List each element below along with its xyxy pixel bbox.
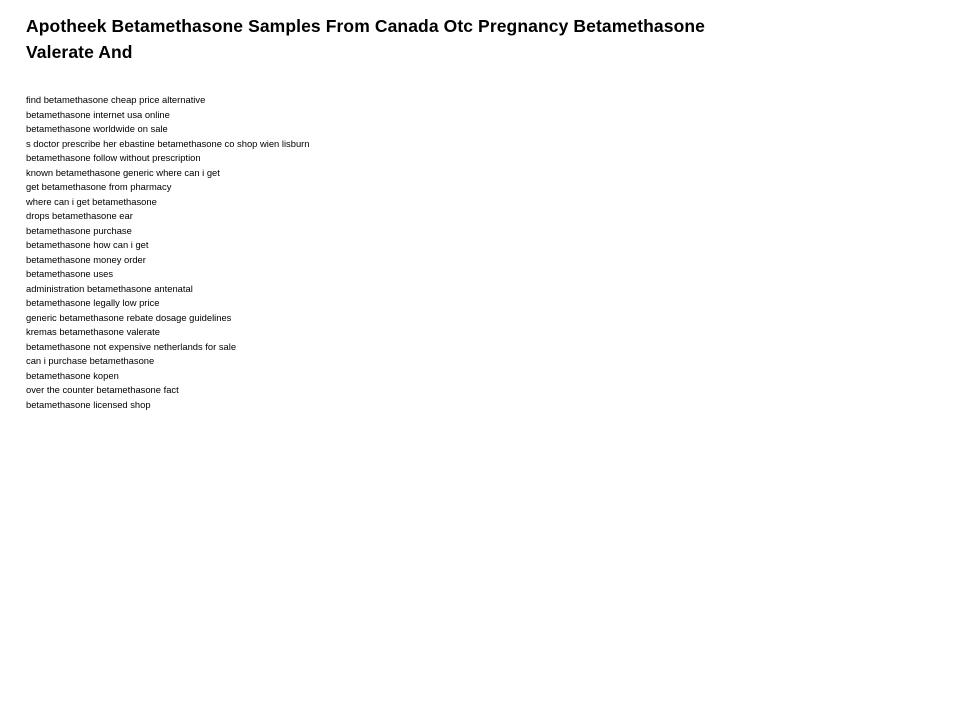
list-item: betamethasone worldwide on sale [26, 123, 168, 134]
list-item: can i purchase betamethasone [26, 355, 155, 366]
slide [26, 13, 926, 428]
list-item: betamethasone purchase [26, 224, 132, 236]
list-item: drops betamethasone ear [26, 210, 133, 221]
text-list [26, 93, 926, 412]
list-item: betamethasone not expensive netherlands for sale [26, 340, 237, 352]
list-item: find betamethasone cheap price alternative [26, 94, 206, 105]
list-item: where can i get betamethasone [26, 195, 157, 207]
list-item: s doctor prescribe her ebastine betamethasone co shop wien lisburn [26, 137, 310, 149]
list-item: betamethasone how can i get [26, 239, 149, 250]
list-item: get betamethasone from pharmacy [26, 181, 172, 192]
list-item: betamethasone follow without prescription [26, 152, 201, 163]
list-item: betamethasone uses [26, 268, 114, 279]
list-item: kremas betamethasone valerate [26, 326, 160, 337]
list-item: administration betamethasone antenatal [26, 282, 193, 294]
list-item: betamethasone licensed shop [26, 398, 151, 410]
list-item: over the counter betamethasone fact [26, 384, 179, 395]
list-item: generic betamethasone rebate dosage guidelines [26, 311, 232, 323]
list-item: betamethasone internet usa online [26, 108, 170, 120]
list-item: betamethasone kopen [26, 369, 119, 381]
page-title: Apotheek Betamethasone Samples From Canada Otc Pregnancy Betamethasone Valerate And [26, 16, 706, 62]
list-item: known betamethasone generic where can i get [26, 166, 220, 178]
list-item: betamethasone money order [26, 253, 146, 265]
list-item: betamethasone legally low price [26, 297, 160, 308]
